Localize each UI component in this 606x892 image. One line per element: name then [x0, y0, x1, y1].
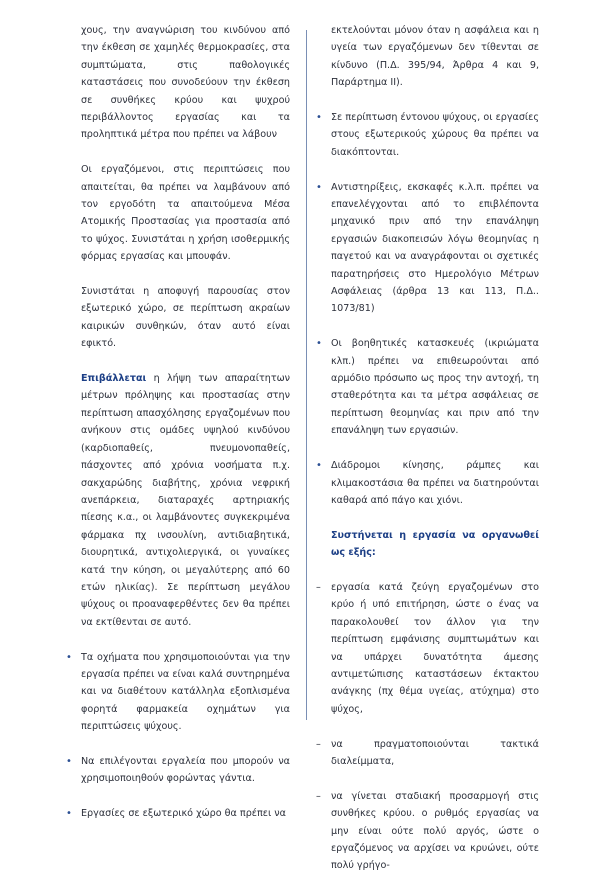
list-item-text: Αντιστηρίξεις, εκσκαφές κ.λ.π. πρέπει να επανελέγχονται από το επιβλέποντα μηχανικό πριν από την επανάληψη εργασιών διακοπεισών λόγω θεομηνίας η παγετού και να αναγράφονται οι σχετικές παρατηρήσεις στο Ημερολόγιο Μέτρων Ασφάλειας (άρθρα 13 και 113, Π.Δ.. 1073/81): [331, 181, 539, 315]
bullet-icon: •: [66, 755, 72, 767]
list-item: [316, 788, 539, 875]
list-item-text: Να επιλέγονται εργαλεία που μπορούν να χρησιμοποιηθούν φορώντας γάντια.: [81, 755, 290, 785]
bullet-icon: •: [316, 181, 322, 193]
paragraph: Οι εργαζόμενοι, στις περιπτώσεις που απαιτείται, θα πρέπει να λαμβάνουν από τον εργοδότη τα απαιτούμενα Μέσα Ατομικής Προστασίας για προστασία από το ψύχος. Συνιστάται η χρήση ισοθερμικής φόρμας εργασίας και μπουφάν.: [81, 164, 290, 263]
section-subheading: Συστήνεται η εργασία να οργανωθεί ως εξής:: [331, 529, 539, 559]
column-divider: [306, 30, 307, 720]
list-item: [66, 753, 290, 788]
bullet-icon: •: [66, 808, 72, 820]
list-item: [316, 335, 539, 439]
paragraph: χους, την αναγνώριση του κινδύνου από την έκθεση σε χαμηλές θερμοκρασίες, στα συμπτώματα, στις παθολογικές καταστάσεις που συνοδεύουν την έκθεση σε συνθήκες κρύου και ψυχρού περιβάλλοντος εργασίας και τα προληπτικά μέτρα που πρέπει να λάβουν: [81, 25, 290, 141]
list-item: [66, 649, 290, 736]
list-item: [66, 805, 290, 822]
bullet-icon: •: [316, 112, 322, 124]
bullet-icon: •: [316, 338, 322, 350]
list-item-text: Διάδρομοι κίνησης, ράμπες και κλιμακοστάσια θα πρέπει να διατηρούνται καθαρά από πάγο και χιόνι.: [331, 460, 539, 506]
list-item-text: Εργασίες σε εξωτερικό χώρο θα πρέπει να: [81, 808, 286, 820]
emphasis-lead: Επιβάλλεται: [81, 373, 147, 385]
list-item: [316, 179, 539, 318]
bullet-icon: •: [66, 651, 72, 663]
paragraph: [81, 370, 290, 631]
list-item-text: εργασία κατά ζεύγη εργαζομένων στο κρύο ή υπό επιτήρηση, ώστε ο ένας να παρακολουθεί τον άλλον για την περίπτωση εμφάνισης συμπτωμάτων και να υπάρχει δυνατότητα άμεσης αντιμετώπισης καταστάσεων έκτακτου ανάγκης (πχ θέμα υγείας, ατύχημα) στο ψύχος,: [331, 581, 539, 715]
bullet-icon: •: [316, 460, 322, 472]
list-item-text: να πραγματοποιούνται τακτικά διαλείμματα,: [331, 738, 539, 767]
dash-marker: –: [316, 738, 321, 750]
list-item-text: Σε περίπτωση έντονου ψύχους, οι εργασίες στους εξωτερικούς χώρους θα πρέπει να διακόπτονται.: [331, 112, 539, 158]
list-item-text: Τα οχήματα που χρησιμοποιούνται για την εργασία πρέπει να είναι καλά συντηρημένα και να διαθέτουν κατάλληλα εξοπλισμένα φορητά φαρμακεία οχημάτων για περιπτώσεις ψύχους.: [81, 651, 290, 733]
paragraph-text: η λήψη των απαραίτητων μέτρων πρόληψης και προστασίας στην περίπτωση απασχόλησης εργαζομένων που ανήκουν στις ομάδες υψηλού κινδύνου (καρδιοπαθείς, πνευμονοπαθείς, πάσχοντες από χρόνια νοσήματα π.χ. σακχαρώδης διαβήτης, χρόνια νεφρική ανεπάρκεια, διαταραχές αρτηριακής πίεσης κ.α., οι λαμβάνοντες συγκεκριμένα φάρμακα πχ ινσουλίνη, αντιδιαβητικά, διουρητικά, αντιχολιεργικά, οι γυναίκες κατά την κύηση, οι μεγαλύτερης από 60 ετών ηλικίας). Σε περίπτωση μεγάλου ψύχους οι προαναφερθέντες δεν θα πρέπει να εκτίθενται σε αυτό.: [81, 373, 290, 628]
dash-marker: –: [316, 581, 321, 593]
list-item: [316, 109, 539, 161]
list-item: [316, 736, 539, 771]
paragraph: εκτελούνται μόνον όταν η ασφάλεια και η υγεία των εργαζόμενων δεν τίθενται σε κίνδυνο (Π.Δ. 395/94, Άρθρα 4 και 9, Παράρτημα ΙΙ).: [331, 25, 539, 89]
right-column: [316, 22, 539, 892]
list-item: [316, 457, 539, 509]
left-column: [66, 22, 290, 840]
list-item-text: Οι βοηθητικές κατασκευές (ικριώματα κλπ.) πρέπει να επιθεωρούνται από αρμόδιο πρόσωπο ως προς την αντοχή, τη σταθερότητα και τα μέτρα ασφάλειας σε περίπτωση θεομηνίας και πριν από την επανάληψη των εργασιών.: [331, 338, 539, 437]
paragraph: Συνιστάται η αποφυγή παρουσίας στον εξωτερικό χώρο, σε περίπτωση ακραίων καιρικών συνθηκών, όταν αυτό είναι εφικτό.: [81, 286, 290, 350]
list-item-text: να γίνεται σταδιακή προσαρμογή στις συνθήκες κρύου. ο ρυθμός εργασίας να μην είναι ούτε πολύ αργός, ώστε ο εργαζόμενος να αρχίσει να κρυώνει, ούτε πολύ γρήγο-: [331, 790, 539, 872]
dash-marker: –: [316, 790, 321, 802]
list-item: [316, 579, 539, 718]
